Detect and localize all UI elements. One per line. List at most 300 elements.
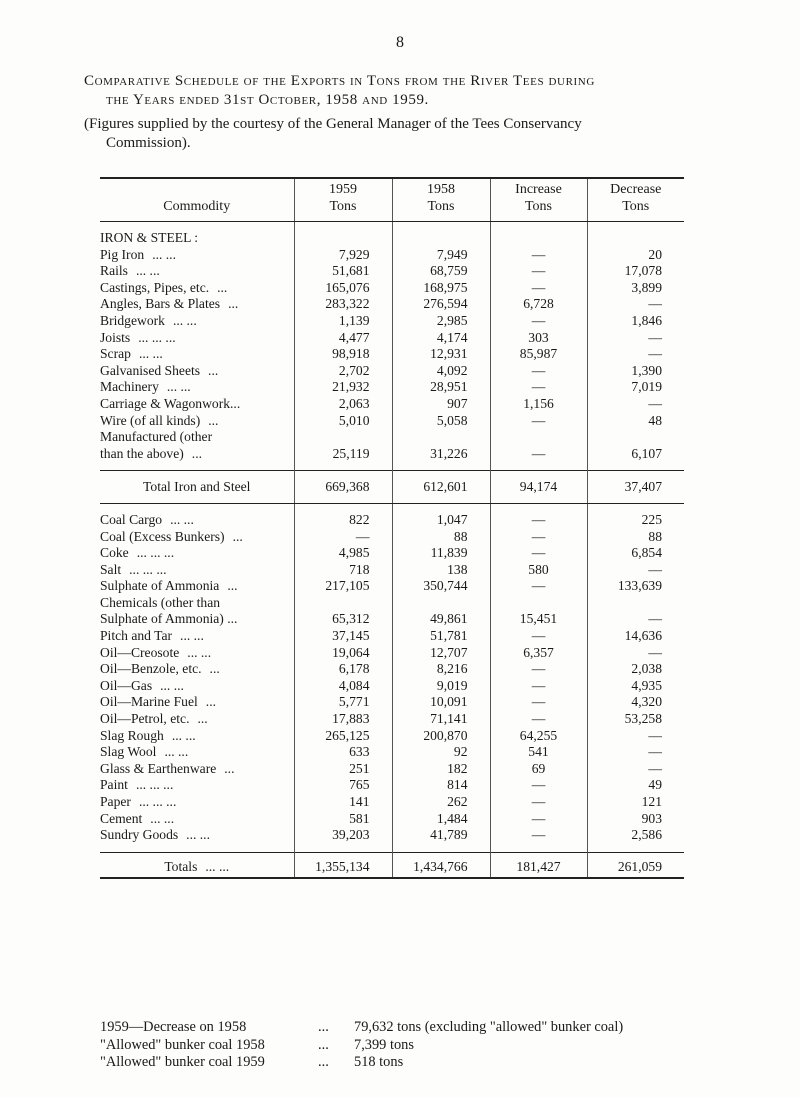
commodity-name: Sundry Goods [100,827,179,843]
commodity-name: Oil—Benzole, etc. [100,661,202,677]
section-label: IRON & STEEL : [100,230,199,245]
empty-cell [392,503,490,512]
value-1958: 276,594 [392,296,490,313]
value-decrease: 48 [587,413,684,430]
commodity-cell [100,247,294,264]
table-row [100,247,684,264]
value-decrease: — [587,645,684,662]
subtitle-line-1: (Figures supplied by the courtesy of the General Manager of the Tees Conservancy [84,116,582,132]
value-increase: — [490,545,587,562]
value-increase: — [490,379,587,396]
dot-leader: ... [205,694,216,710]
empty-cell [294,222,392,247]
header-commodity: Commodity [100,178,294,222]
value-decrease: 37,407 [587,471,684,504]
value-increase: 64,255 [490,728,587,745]
table-row [100,661,684,678]
commodity-cell [100,363,294,380]
value-1959: 6,178 [294,661,392,678]
empty-cell [100,462,294,471]
empty-cell [490,222,587,247]
value-1958: 168,975 [392,280,490,297]
footnote-leader: ... [318,1036,329,1053]
value-decrease: 133,639 [587,578,684,595]
value-1959: 251 [294,761,392,778]
value-increase: 94,174 [490,471,587,504]
value-increase: — [490,429,587,462]
empty-cell [490,844,587,853]
table-row [100,777,684,794]
value-1959: 4,985 [294,545,392,562]
dot-leader: ... [232,528,243,544]
value-increase: 1,156 [490,396,587,413]
table-row [100,379,684,396]
table-row [100,280,684,297]
value-1959: 1,139 [294,313,392,330]
commodity-name: Oil—Gas [100,677,153,693]
value-decrease: 1,846 [587,313,684,330]
commodity-name: Carriage & Wagonwork... [100,395,241,411]
dot-leader: ... ... ... [135,777,174,793]
table-row [100,645,684,662]
footnote-label: "Allowed" bunker coal 1959 [100,1054,265,1070]
value-1958: 1,484 [392,811,490,828]
footnote-value: 518 tons [354,1054,404,1070]
commodity-name: Wire (of all kinds) [100,412,201,428]
empty-cell [587,222,684,247]
value-decrease: — [587,296,684,313]
dot-leader: ... ... [186,827,210,843]
footnote-label: 1959—Decrease on 1958 [100,1019,247,1035]
commodity-cell [100,628,294,645]
commodity-cell [100,811,294,828]
commodity-name: Glass & Earthenware [100,760,217,776]
page-title [84,72,724,110]
dot-leader: ... [224,760,235,776]
value-increase: 85,987 [490,346,587,363]
commodity-cell [100,694,294,711]
value-1959: 5,771 [294,694,392,711]
footnotes [100,1019,623,1072]
dot-leader: ... [228,296,239,312]
value-1958: 51,781 [392,628,490,645]
value-1958: 11,839 [392,545,490,562]
value-1958: 68,759 [392,263,490,280]
header-decrease: Decrease Tons [587,178,684,222]
value-decrease: 2,586 [587,827,684,844]
value-increase: — [490,578,587,595]
commodity-cell [100,330,294,347]
empty-cell [587,844,684,853]
commodity-cell [100,678,294,695]
table-row [100,628,684,645]
commodity-name: Paper [100,794,131,809]
dot-leader: ... [209,661,220,677]
value-increase: — [490,413,587,430]
commodity-cell [100,562,294,579]
value-1959: 65,312 [294,595,392,628]
commodity-name: Coal Cargo [100,511,163,527]
commodity-name: Cement [100,810,143,826]
value-1959: 2,702 [294,363,392,380]
value-1959: 633 [294,744,392,761]
value-decrease: 121 [587,794,684,811]
value-increase: — [490,313,587,330]
value-decrease: — [587,346,684,363]
commodity-cell [100,578,294,595]
footnote [100,1054,623,1072]
footnote-leader: ... [318,1054,329,1070]
commodity-cell [100,263,294,280]
footnote-label: "Allowed" bunker coal 1958 [100,1036,265,1053]
commodity-name: Sulphate of Ammonia [100,578,220,594]
dot-leader: ... ... [205,858,230,874]
value-1959: 141 [294,794,392,811]
value-increase: — [490,628,587,645]
value-1959: 165,076 [294,280,392,297]
table-row [100,263,684,280]
commodity-cell [100,645,294,662]
commodity-line-2 [100,446,294,463]
value-1958: 49,861 [392,595,490,628]
commodity-name: Pitch and Tar [100,628,173,644]
footnote [100,1037,623,1055]
value-decrease: 6,107 [587,429,684,462]
value-1959: — [294,529,392,546]
value-1958: 612,601 [392,471,490,504]
dot-leader: ... ... [171,727,196,743]
exports-table [100,177,684,879]
dot-leader: ... ... ... [138,794,177,809]
table-row [100,413,684,430]
commodity-cell [100,346,294,363]
value-decrease: 225 [587,512,684,529]
value-decrease: 1,390 [587,363,684,380]
value-decrease: — [587,396,684,413]
empty-cell [294,462,392,471]
table-row [100,330,684,347]
value-1958: 1,047 [392,512,490,529]
table-row [100,595,684,628]
value-1959: 4,477 [294,330,392,347]
commodity-cell [100,545,294,562]
value-1959: 765 [294,777,392,794]
commodity-name: Machinery [100,379,159,395]
value-increase: 15,451 [490,595,587,628]
commodity-cell [100,413,294,430]
total-iron-steel-row [100,471,684,504]
commodity-cell [100,744,294,761]
value-1959: 822 [294,512,392,529]
commodity-cell [100,429,294,462]
table-row [100,728,684,745]
value-1959: 98,918 [294,346,392,363]
table-row [100,678,684,695]
value-decrease: 49 [587,777,684,794]
table-row [100,363,684,380]
value-1959: 21,932 [294,379,392,396]
value-1958: 8,216 [392,661,490,678]
totals-row [100,852,684,878]
value-1958: 9,019 [392,678,490,695]
dot-leader: ... ... ... [129,561,167,577]
value-1958: 5,058 [392,413,490,430]
value-increase: — [490,529,587,546]
table-row [100,694,684,711]
value-1959: 39,203 [294,827,392,844]
table-row [100,396,684,413]
value-1959: 4,084 [294,678,392,695]
value-decrease: — [587,744,684,761]
dot-leader: ... ... [135,263,160,279]
title-line-2: the Years ended 31st October, 1958 and 1959. [106,92,429,108]
commodity-name: Total Iron and Steel [143,479,251,495]
value-1958: 262 [392,794,490,811]
commodity-name: Coal (Excess Bunkers) [100,528,225,544]
commodity-cell [100,728,294,745]
table-row [100,794,684,811]
value-increase: 580 [490,562,587,579]
dot-leader: ... ... [172,312,197,328]
dot-leader: ... [191,445,202,461]
commodity-cell [100,512,294,529]
table-row [100,545,684,562]
commodity-name: Pig Iron [100,246,145,262]
dot-leader: ... ... [166,379,191,395]
spacer-row [100,462,684,471]
value-increase: — [490,777,587,794]
value-decrease: — [587,562,684,579]
value-1958: 92 [392,744,490,761]
value-1958: 200,870 [392,728,490,745]
value-decrease: 4,935 [587,678,684,695]
commodity-line-2 [100,611,294,628]
commodity-name: Coke [100,545,129,561]
table-row [100,562,684,579]
header-increase: Increase Tons [490,178,587,222]
commodity-cell [100,595,294,628]
table-row [100,578,684,595]
table-row [100,296,684,313]
table-row [100,429,684,462]
commodity-cell [100,794,294,811]
value-1958: 4,174 [392,330,490,347]
value-increase: — [490,694,587,711]
commodity-cell [100,296,294,313]
empty-cell [587,462,684,471]
commodity-name: Galvanised Sheets [100,362,201,378]
commodity-cell [100,379,294,396]
dot-leader: ... ... [170,511,194,527]
header-1959: 1959 Tons [294,178,392,222]
spacer-row [100,503,684,512]
dot-leader: ... ... [180,628,204,644]
value-decrease: 903 [587,811,684,828]
value-1958: 350,744 [392,578,490,595]
page-number: 8 [396,34,404,51]
subtitle [84,115,724,153]
commodity-name: Bridgework [100,312,165,328]
value-increase: — [490,827,587,844]
dot-leader: ... ... [164,744,189,760]
value-1958: 31,226 [392,429,490,462]
value-decrease: — [587,728,684,745]
value-1959: 2,063 [294,396,392,413]
value-increase: — [490,512,587,529]
commodity-name: Rails [100,263,128,279]
value-1959: 669,368 [294,471,392,504]
commodity-name: Oil—Petrol, etc. [100,711,190,727]
value-1958: 182 [392,761,490,778]
commodity-cell [100,471,294,504]
commodity-cell [100,711,294,728]
value-1958: 88 [392,529,490,546]
dot-leader: ... [227,578,238,594]
title-line-1: Comparative Schedule of the Exports in Tons from the River Tees during [84,73,595,89]
commodity-line-1: Manufactured (other [100,429,213,445]
value-decrease: 7,019 [587,379,684,396]
commodity-name: Totals [164,858,198,874]
dot-leader: ... [217,279,228,295]
empty-cell [490,503,587,512]
value-decrease: — [587,595,684,628]
commodity-name: Angles, Bars & Plates [100,296,221,312]
table-row [100,761,684,778]
value-1958: 12,707 [392,645,490,662]
commodity-name: Oil—Marine Fuel [100,694,198,710]
value-increase: 541 [490,744,587,761]
value-increase: — [490,363,587,380]
value-1959: 19,064 [294,645,392,662]
value-decrease: 88 [587,529,684,546]
commodity-name: Slag Rough [100,727,164,743]
value-increase: — [490,811,587,828]
table-row [100,313,684,330]
commodity-name: Castings, Pipes, etc. [100,279,210,295]
value-1958: 4,092 [392,363,490,380]
table-row [100,827,684,844]
value-1958: 12,931 [392,346,490,363]
value-decrease: 261,059 [587,852,684,878]
dot-leader: ... ... ... [136,545,175,561]
value-increase: 181,427 [490,852,587,878]
table-row [100,346,684,363]
commodity-line-2-text: Sulphate of Ammonia) ... [100,611,238,627]
commodity-name: Oil—Creosote [100,644,180,660]
value-1958: 814 [392,777,490,794]
value-increase: 69 [490,761,587,778]
value-decrease: — [587,761,684,778]
commodity-cell [100,313,294,330]
dot-leader: ... ... ... [138,329,176,345]
empty-cell [392,462,490,471]
value-1958: 7,949 [392,247,490,264]
commodity-cell [100,529,294,546]
commodity-cell [100,852,294,878]
value-1958: 10,091 [392,694,490,711]
spacer-row [100,844,684,853]
value-1959: 17,883 [294,711,392,728]
value-increase: — [490,678,587,695]
commodity-name: Slag Wool [100,744,157,760]
value-decrease: 14,636 [587,628,684,645]
footnote [100,1019,623,1037]
commodity-cell [100,396,294,413]
table-row [100,512,684,529]
value-1959: 7,929 [294,247,392,264]
value-1959: 5,010 [294,413,392,430]
value-increase: — [490,794,587,811]
commodity-cell [100,661,294,678]
empty-cell [392,222,490,247]
value-decrease: 4,320 [587,694,684,711]
empty-cell [490,462,587,471]
commodity-cell [100,827,294,844]
header-1958: 1958 Tons [392,178,490,222]
footnote-value: 79,632 tons (excluding "allowed" bunker coal) [354,1019,624,1035]
commodity-line-1: Chemicals (other than [100,594,221,610]
commodity-cell [100,280,294,297]
value-increase: 6,357 [490,645,587,662]
value-1959: 1,355,134 [294,852,392,878]
value-increase: — [490,661,587,678]
table-row [100,711,684,728]
dot-leader: ... [197,711,208,727]
commodity-name: Joists [100,329,131,345]
value-1959: 581 [294,811,392,828]
value-increase: — [490,280,587,297]
value-1959: 25,119 [294,429,392,462]
value-increase: — [490,711,587,728]
value-1958: 2,985 [392,313,490,330]
footnote-value: 7,399 tons [354,1036,414,1053]
section-row [100,222,684,247]
table-header-row [100,178,684,222]
value-1959: 51,681 [294,263,392,280]
value-1958: 138 [392,562,490,579]
dot-leader: ... [208,362,219,378]
empty-cell [392,844,490,853]
value-decrease: 20 [587,247,684,264]
value-1958: 907 [392,396,490,413]
value-decrease: — [587,330,684,347]
value-1959: 283,322 [294,296,392,313]
value-1958: 41,789 [392,827,490,844]
empty-cell [294,503,392,512]
commodity-name: Salt [100,561,122,577]
empty-cell [294,844,392,853]
value-decrease: 17,078 [587,263,684,280]
dot-leader: ... [208,412,219,428]
value-increase: 303 [490,330,587,347]
value-1959: 265,125 [294,728,392,745]
commodity-cell [100,761,294,778]
value-1959: 217,105 [294,578,392,595]
dot-leader: ... ... [150,810,175,826]
footnote-leader: ... [318,1019,329,1035]
subtitle-line-2: Commission). [106,135,191,151]
empty-cell [587,503,684,512]
commodity-name: Paint [100,777,128,793]
value-decrease: 53,258 [587,711,684,728]
table-row [100,811,684,828]
empty-cell [100,844,294,853]
dot-leader: ... ... [187,644,212,660]
value-1958: 1,434,766 [392,852,490,878]
value-decrease: 3,899 [587,280,684,297]
empty-cell [100,503,294,512]
value-increase: — [490,247,587,264]
